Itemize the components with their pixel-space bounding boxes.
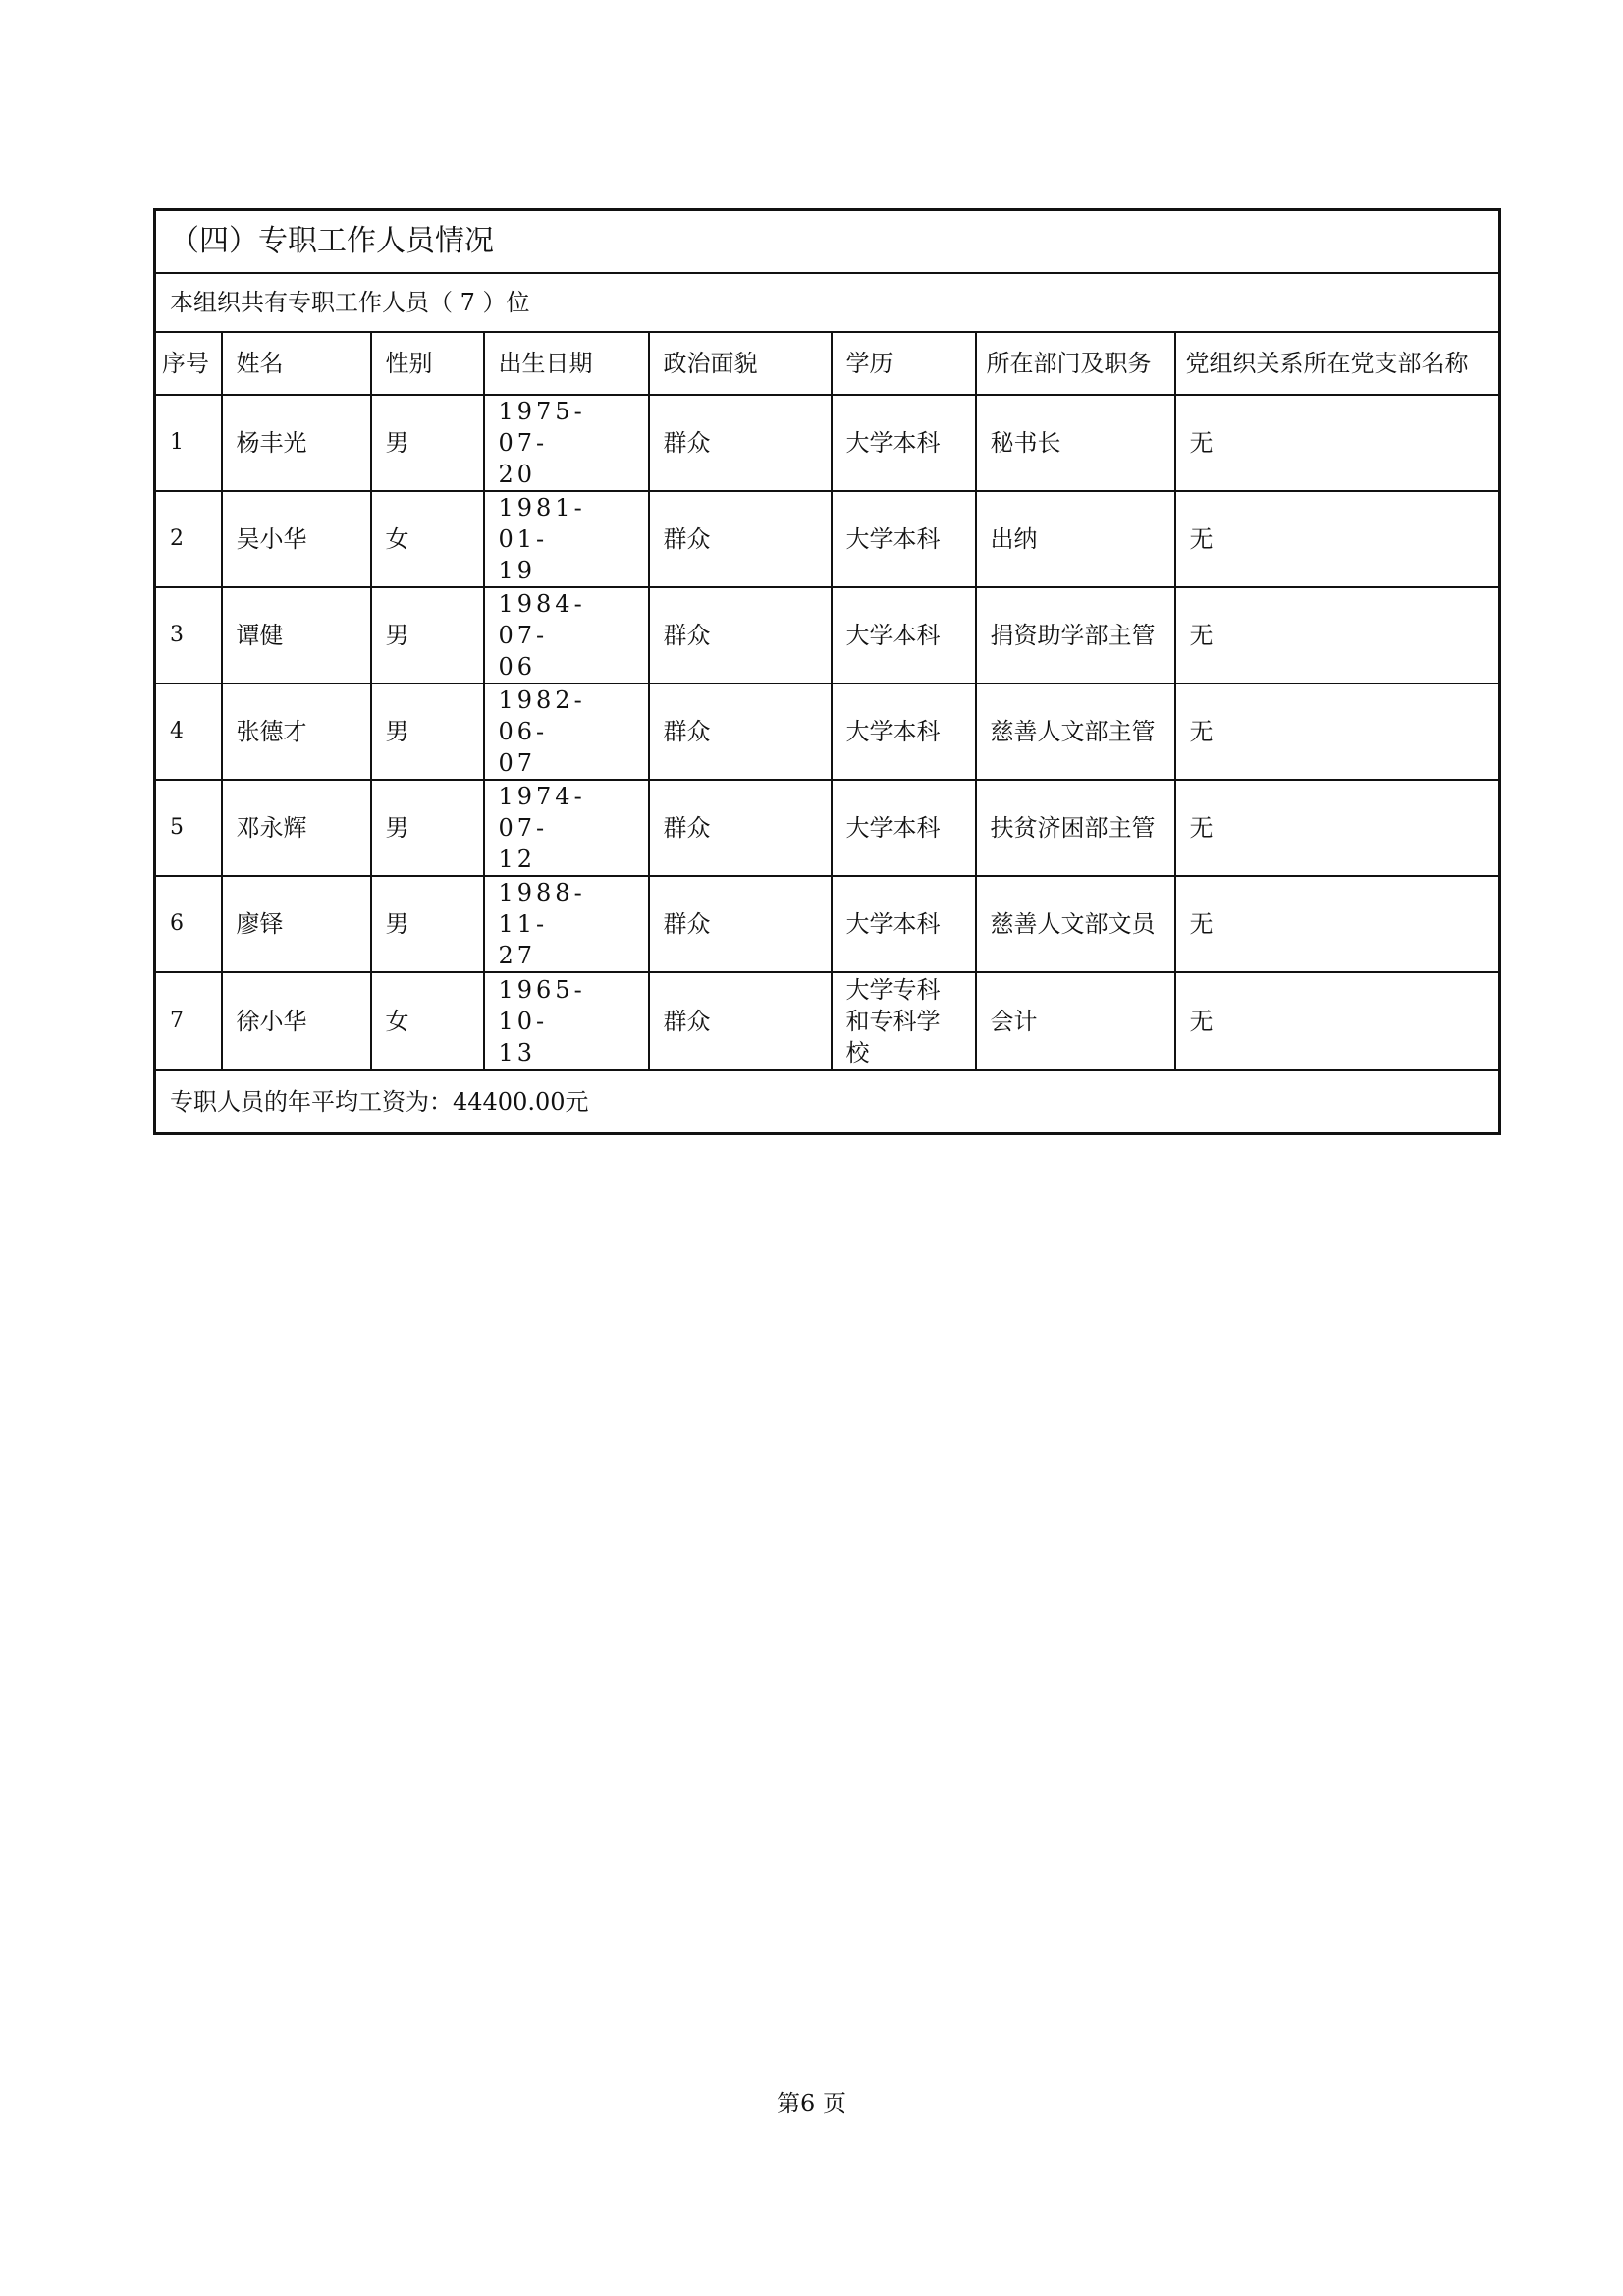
cell-position: 秘书长 [976,395,1175,491]
birth-part-2: 06 [498,653,537,681]
cell-no: 7 [155,972,222,1070]
cell-position: 慈善人文部文员 [976,876,1175,972]
birth-part-1: 1984-07- [498,590,586,649]
cell-name: 廖铎 [222,876,371,972]
header-cell-position: 所在部门及职务 [976,332,1175,395]
cell-education: 大学本科 [832,683,976,780]
cell-party: 无 [1175,780,1500,876]
cell-party: 无 [1175,491,1500,587]
cell-gender: 女 [371,491,484,587]
cell-position: 捐资助学部主管 [976,587,1175,683]
section-title: （四）专职工作人员情况 [155,210,1500,274]
cell-party: 无 [1175,395,1500,491]
cell-birth [484,587,649,683]
cell-no: 5 [155,780,222,876]
cell-no: 1 [155,395,222,491]
cell-birth [484,491,649,587]
cell-no: 6 [155,876,222,972]
cell-name: 杨丰光 [222,395,371,491]
cell-position: 慈善人文部主管 [976,683,1175,780]
cell-name: 张德才 [222,683,371,780]
cell-party: 无 [1175,972,1500,1070]
birth-part-1: 1981-01- [498,494,586,553]
cell-gender: 男 [371,876,484,972]
table-row [155,491,1500,587]
cell-education: 大学专科和专科学校 [832,972,976,1070]
cell-no: 2 [155,491,222,587]
cell-birth [484,780,649,876]
table-row [155,395,1500,491]
cell-political: 群众 [649,395,832,491]
birth-part-2: 27 [498,942,537,969]
header-cell-education: 学历 [832,332,976,395]
table-row [155,780,1500,876]
cell-name: 吴小华 [222,491,371,587]
cell-name: 徐小华 [222,972,371,1070]
cell-party: 无 [1175,876,1500,972]
birth-part-2: 12 [498,846,537,873]
cell-education: 大学本科 [832,491,976,587]
cell-political: 群众 [649,587,832,683]
page-number: 第6 页 [777,2090,846,2117]
cell-position: 会计 [976,972,1175,1070]
birth-part-1: 1982-06- [498,686,586,745]
birth-part-1: 1965-10- [498,976,586,1035]
table-row [155,972,1500,1070]
cell-position: 扶贫济困部主管 [976,780,1175,876]
cell-gender: 男 [371,395,484,491]
cell-party: 无 [1175,587,1500,683]
cell-name: 邓永辉 [222,780,371,876]
header-cell-party: 党组织关系所在党支部名称 [1175,332,1500,395]
cell-no: 3 [155,587,222,683]
cell-gender: 男 [371,587,484,683]
cell-party: 无 [1175,683,1500,780]
birth-part-2: 20 [498,461,537,488]
cell-gender: 男 [371,780,484,876]
header-cell-gender: 性别 [371,332,484,395]
cell-political: 群众 [649,780,832,876]
birth-part-1: 1975-07- [498,398,586,457]
birth-part-2: 13 [498,1039,537,1066]
cell-birth [484,683,649,780]
header-cell-name: 姓名 [222,332,371,395]
cell-birth [484,395,649,491]
cell-political: 群众 [649,491,832,587]
average-salary-line: 专职人员的年平均工资为：44400.00元 [155,1070,1500,1134]
header-cell-birth: 出生日期 [484,332,649,395]
cell-political: 群众 [649,683,832,780]
staff-count-line: 本组织共有专职工作人员（ 7 ）位 [155,273,1500,332]
cell-political: 群众 [649,972,832,1070]
header-cell-political: 政治面貌 [649,332,832,395]
table-row [155,587,1500,683]
birth-part-1: 1974-07- [498,783,586,842]
table-row [155,683,1500,780]
birth-part-2: 07 [498,749,537,777]
table-header-row [155,332,1500,395]
cell-no: 4 [155,683,222,780]
staff-table [153,208,1501,1135]
cell-gender: 男 [371,683,484,780]
cell-education: 大学本科 [832,395,976,491]
cell-position: 出纳 [976,491,1175,587]
cell-birth [484,876,649,972]
cell-name: 谭健 [222,587,371,683]
cell-education: 大学本科 [832,876,976,972]
cell-education: 大学本科 [832,780,976,876]
cell-education: 大学本科 [832,587,976,683]
table-row [155,876,1500,972]
birth-part-2: 19 [498,557,537,584]
header-cell-no: 序号 [155,332,222,395]
cell-birth [484,972,649,1070]
cell-political: 群众 [649,876,832,972]
cell-gender: 女 [371,972,484,1070]
birth-part-1: 1988-11- [498,879,586,938]
